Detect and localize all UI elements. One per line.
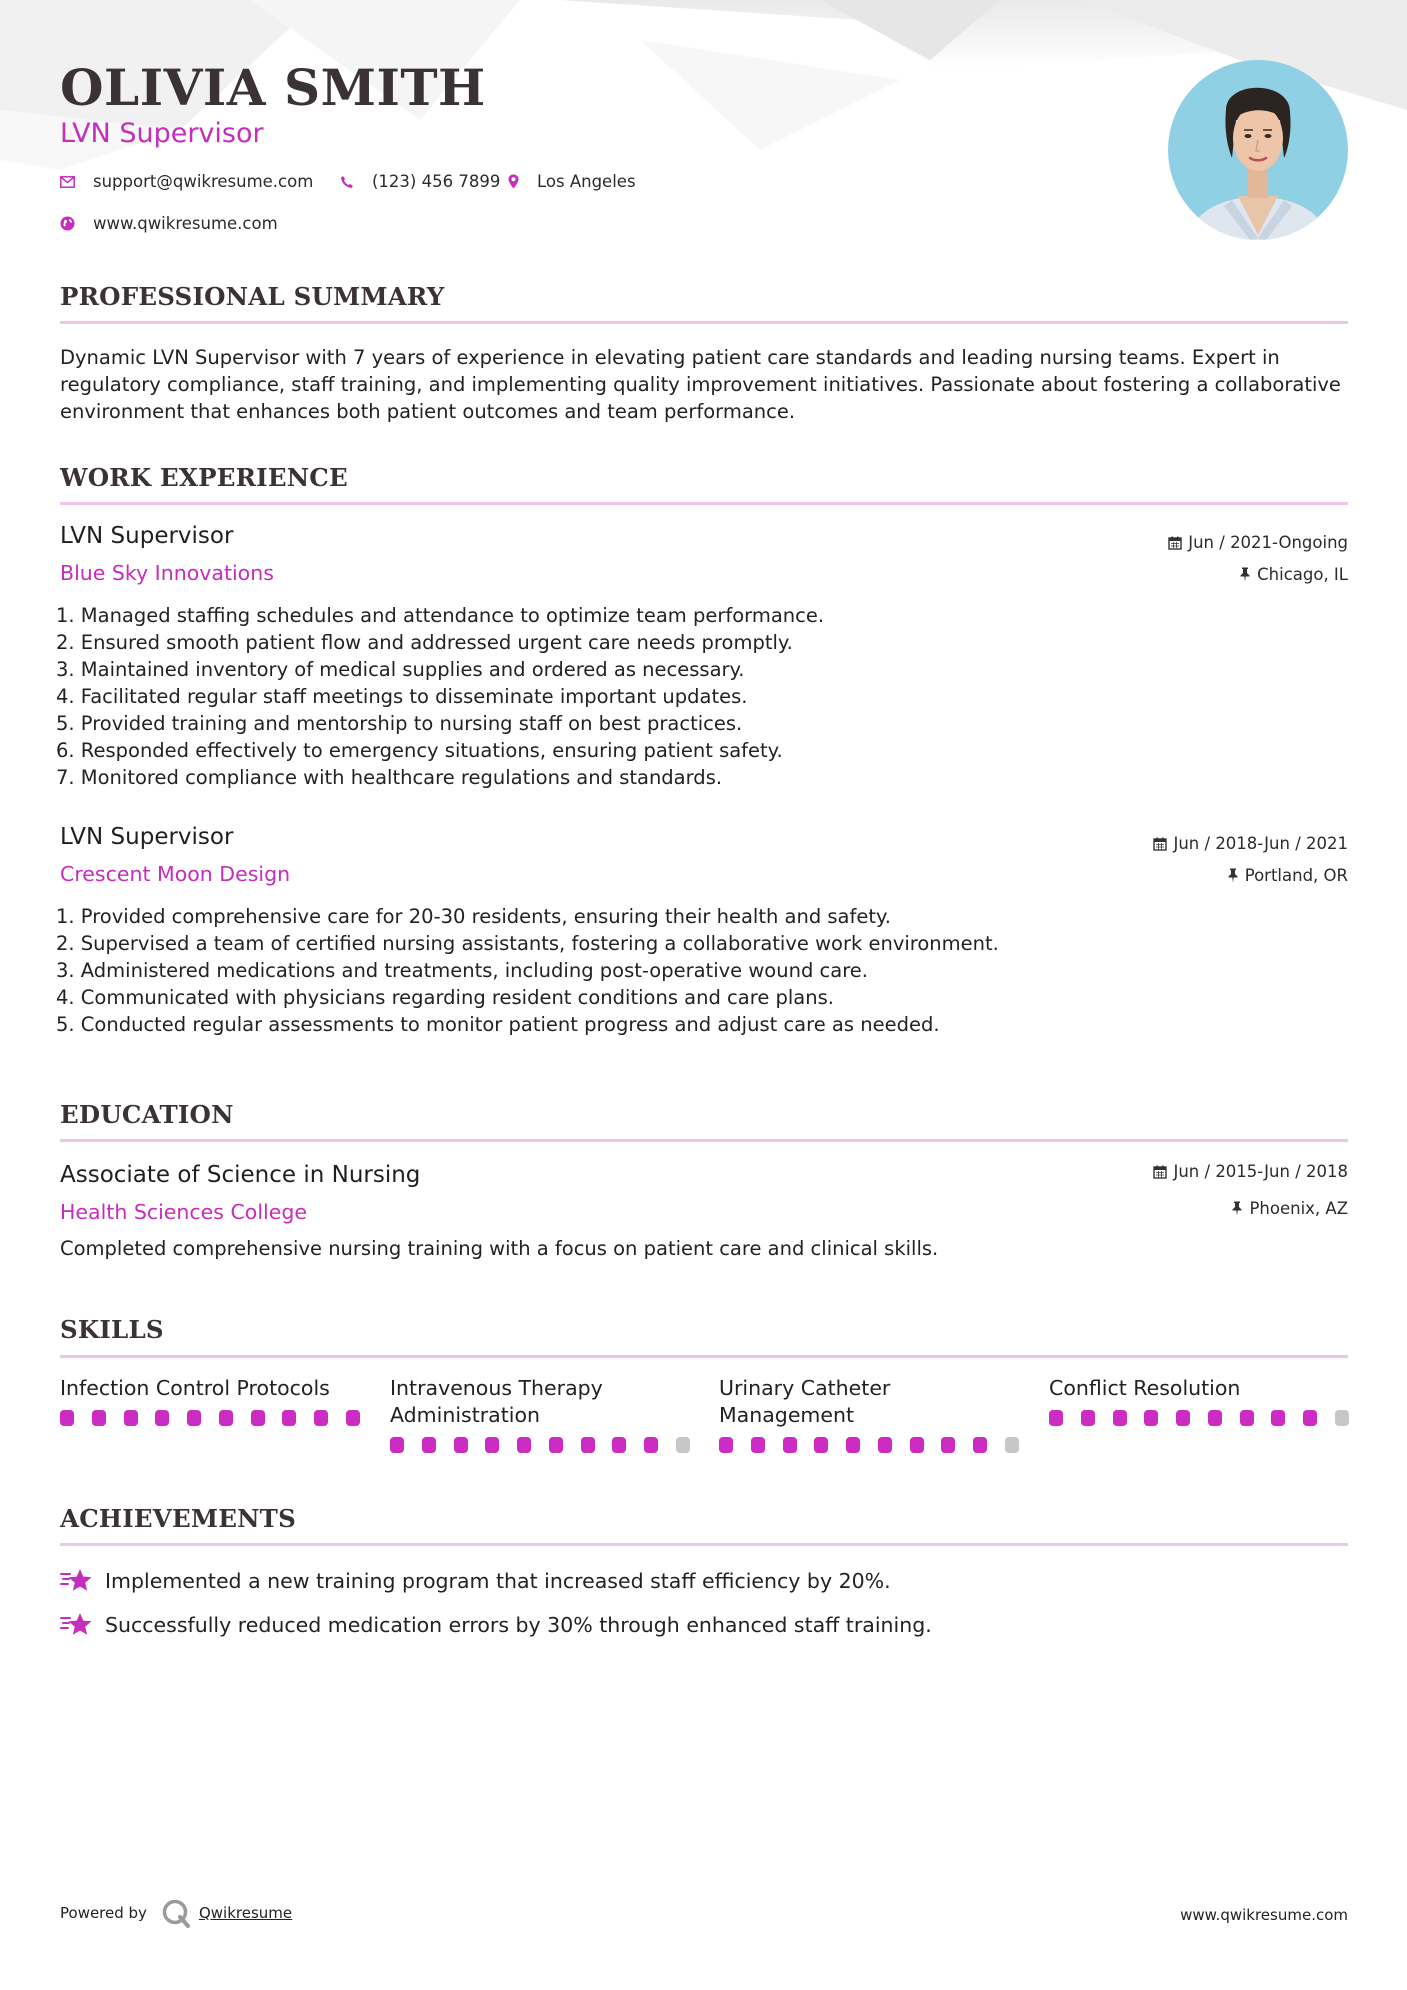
envelope-icon <box>60 176 75 188</box>
education-description: Completed comprehensive nursing training with a focus on patient care and clinical skills. <box>60 1237 939 1260</box>
job-title: LVN Supervisor <box>60 824 234 850</box>
skill-name: Conflict Resolution <box>1049 1376 1241 1400</box>
job-dates <box>1153 834 1348 853</box>
list-item: 2. Ensured smooth patient flow and addressed urgent care needs promptly. <box>56 631 793 654</box>
skill-dot-filled <box>1271 1410 1285 1426</box>
skill-dot-empty <box>676 1437 690 1453</box>
job-location <box>1239 565 1348 584</box>
skill-name: Urinary Catheter Management <box>719 1376 891 1427</box>
skill-name: Infection Control Protocols <box>60 1376 330 1400</box>
education-heading: EDUCATION <box>60 1100 234 1129</box>
skill-dot-filled <box>612 1437 626 1453</box>
list-item: 3. Maintained inventory of medical supplies and ordered as necessary. <box>56 658 745 681</box>
skill-dot-filled <box>719 1437 733 1453</box>
calendar-icon <box>1153 1165 1167 1179</box>
contact-website[interactable] <box>60 214 278 233</box>
calendar-icon <box>1168 536 1182 550</box>
education-location-text: Phoenix, AZ <box>1249 1199 1348 1218</box>
phone-text: (123) 456 7899 <box>372 172 501 191</box>
skill-dot-filled <box>155 1410 169 1426</box>
list-item: 5. Provided training and mentorship to nursing staff on best practices. <box>56 712 743 735</box>
list-item: 5. Conducted regular assessments to monitor patient progress and adjust care as needed. <box>56 1013 940 1036</box>
skill-dot-empty <box>1335 1410 1349 1426</box>
skill-dot-filled <box>454 1437 468 1453</box>
location-text: Los Angeles <box>537 172 636 191</box>
job-title: LVN Supervisor <box>60 523 234 549</box>
skill-item <box>1049 1375 1349 1426</box>
skill-dot-filled <box>1081 1410 1095 1426</box>
skill-name: Intravenous Therapy Administration <box>390 1376 603 1427</box>
skill-dot-filled <box>187 1410 201 1426</box>
skill-dot-filled <box>390 1437 404 1453</box>
experience-divider <box>60 502 1348 505</box>
list-item: 4. Communicated with physicians regarding resident conditions and care plans. <box>56 986 834 1009</box>
skill-dot-filled <box>644 1437 658 1453</box>
skill-dot-filled <box>1208 1410 1222 1426</box>
skill-dot-empty <box>1005 1437 1019 1453</box>
skill-dot-filled <box>517 1437 531 1453</box>
skill-dot-filled <box>910 1437 924 1453</box>
list-item: 3. Administered medications and treatments, including post-operative wound care. <box>56 959 868 982</box>
achievement-item <box>60 1568 891 1594</box>
skill-rating <box>60 1410 360 1426</box>
skill-dot-filled <box>941 1437 955 1453</box>
skill-dot-filled <box>314 1410 328 1426</box>
skill-dot-filled <box>814 1437 828 1453</box>
list-item: 7. Monitored compliance with healthcare regulations and standards. <box>56 766 723 789</box>
skill-dot-filled <box>751 1437 765 1453</box>
qwikresume-logo-icon <box>161 1898 191 1928</box>
contact-location <box>508 172 636 191</box>
school-name: Health Sciences College <box>60 1200 307 1224</box>
skill-dot-filled <box>124 1410 138 1426</box>
summary-text: Dynamic LVN Supervisor with 7 years of experience in elevating patient care standards and leading nursing teams. Expert in regulatory compliance, staff training, and implementing quality improvement initiatives. Passionate about fostering a collaborative environment that enhances both patient outcomes and team performance. <box>60 346 1341 423</box>
skill-dot-filled <box>878 1437 892 1453</box>
star-icon <box>60 1568 93 1594</box>
job-location-text: Portland, OR <box>1244 866 1348 885</box>
skill-rating <box>390 1437 690 1453</box>
skill-dot-filled <box>1049 1410 1063 1426</box>
footer-powered-by <box>60 1898 292 1928</box>
skill-item <box>719 1375 1019 1453</box>
skill-dot-filled <box>92 1410 106 1426</box>
job-company: Blue Sky Innovations <box>60 561 274 585</box>
skill-dot-filled <box>282 1410 296 1426</box>
achievements-heading: ACHIEVEMENTS <box>60 1504 296 1533</box>
list-item: 2. Supervised a team of certified nursing assistants, fostering a collaborative work environment. <box>56 932 999 955</box>
achievements-divider <box>60 1543 1348 1546</box>
skill-dot-filled <box>60 1410 74 1426</box>
job-dates <box>1168 533 1348 552</box>
skill-dot-filled <box>1240 1410 1254 1426</box>
summary-divider <box>60 321 1348 324</box>
skill-rating <box>1049 1410 1349 1426</box>
contact-email[interactable] <box>60 172 313 191</box>
skill-dot-filled <box>1113 1410 1127 1426</box>
job-location <box>1227 866 1348 885</box>
education-dates <box>1153 1162 1348 1181</box>
skill-dot-filled <box>1144 1410 1158 1426</box>
skill-dot-filled <box>346 1410 360 1426</box>
list-item: 6. Responded effectively to emergency situations, ensuring patient safety. <box>56 739 783 762</box>
footer-website[interactable]: www.qwikresume.com <box>1180 1906 1348 1924</box>
skill-dot-filled <box>251 1410 265 1426</box>
skill-dot-filled <box>846 1437 860 1453</box>
pushpin-icon <box>1239 567 1251 582</box>
job-company: Crescent Moon Design <box>60 862 291 886</box>
skill-dot-filled <box>549 1437 563 1453</box>
job-location-text: Chicago, IL <box>1257 565 1348 584</box>
skill-rating <box>719 1437 1019 1453</box>
skill-dot-filled <box>973 1437 987 1453</box>
phone-icon <box>340 175 354 189</box>
skill-item <box>60 1375 360 1426</box>
experience-heading: WORK EXPERIENCE <box>60 463 348 492</box>
profile-photo <box>1168 60 1348 240</box>
skills-heading: SKILLS <box>60 1315 164 1344</box>
list-item: 1. Provided comprehensive care for 20-30 residents, ensuring their health and safety. <box>56 905 891 928</box>
achievement-text: Implemented a new training program that increased staff efficiency by 20%. <box>105 1569 891 1593</box>
qwikresume-link[interactable]: Qwikresume <box>198 1904 293 1922</box>
job-responsibilities <box>56 602 824 791</box>
skill-item <box>390 1375 690 1453</box>
candidate-role: LVN Supervisor <box>60 118 264 149</box>
education-divider <box>60 1139 1348 1142</box>
skill-dot-filled <box>783 1437 797 1453</box>
summary-heading: PROFESSIONAL SUMMARY <box>60 282 445 311</box>
list-item: 4. Facilitated regular staff meetings to disseminate important updates. <box>56 685 748 708</box>
skills-divider <box>60 1355 1348 1358</box>
pushpin-icon <box>1231 1201 1243 1216</box>
skill-dot-filled <box>1176 1410 1190 1426</box>
candidate-name: OLIVIA SMITH <box>60 58 486 117</box>
skill-dot-filled <box>581 1437 595 1453</box>
achievement-text: Successfully reduced medication errors by 30% through enhanced staff training. <box>105 1613 932 1637</box>
skill-dot-filled <box>1303 1410 1317 1426</box>
education-dates-text: Jun / 2015-Jun / 2018 <box>1173 1162 1348 1181</box>
pushpin-icon <box>1227 868 1239 883</box>
powered-by-label: Powered by <box>60 1904 147 1922</box>
map-pin-icon <box>508 174 519 189</box>
star-icon <box>60 1612 93 1638</box>
job-dates-text: Jun / 2018-Jun / 2021 <box>1173 834 1348 853</box>
calendar-icon <box>1153 837 1167 851</box>
skill-dot-filled <box>422 1437 436 1453</box>
skill-dot-filled <box>219 1410 233 1426</box>
job-responsibilities <box>56 903 999 1038</box>
email-text: support@qwikresume.com <box>93 172 314 191</box>
globe-icon <box>60 216 75 231</box>
contact-phone[interactable] <box>340 172 500 191</box>
skill-dot-filled <box>485 1437 499 1453</box>
achievement-item <box>60 1612 932 1638</box>
job-dates-text: Jun / 2021-Ongoing <box>1188 533 1348 552</box>
list-item: 1. Managed staffing schedules and attendance to optimize team performance. <box>56 604 825 627</box>
website-text: www.qwikresume.com <box>93 214 278 233</box>
education-location <box>1231 1199 1348 1218</box>
degree-title: Associate of Science in Nursing <box>60 1162 421 1188</box>
